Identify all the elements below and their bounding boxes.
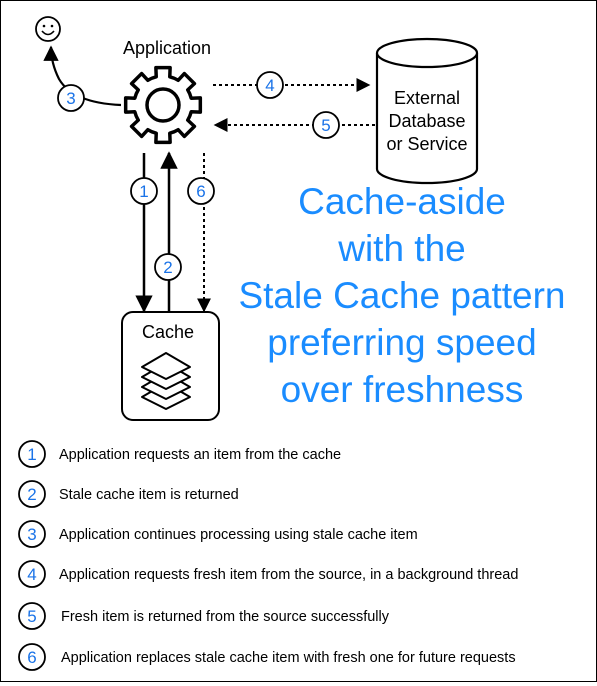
legend-number: 2 bbox=[27, 485, 37, 504]
title-line-3: Stale Cache pattern bbox=[238, 275, 566, 316]
legend bbox=[19, 441, 518, 670]
legend-item bbox=[19, 521, 418, 547]
title-line-2: with the bbox=[338, 228, 466, 269]
legend-text: Application continues processing using stale cache item bbox=[59, 527, 418, 543]
marker-6 bbox=[188, 178, 214, 204]
legend-item bbox=[19, 561, 518, 587]
external-database bbox=[377, 39, 477, 183]
legend-number: 1 bbox=[27, 445, 37, 464]
marker-5 bbox=[313, 112, 339, 138]
svg-text:2: 2 bbox=[163, 258, 173, 277]
legend-item bbox=[19, 441, 341, 467]
marker-4 bbox=[257, 72, 283, 98]
application-gear-icon bbox=[126, 68, 201, 143]
marker-1 bbox=[131, 178, 157, 204]
legend-text: Stale cache item is returned bbox=[59, 487, 239, 503]
legend-text: Application requests fresh item from the source, in a background thread bbox=[59, 567, 519, 583]
legend-number: 4 bbox=[27, 565, 37, 584]
diagram-canvas bbox=[1, 1, 596, 681]
legend-number: 5 bbox=[27, 607, 37, 626]
diagram-title bbox=[238, 181, 565, 410]
legend-number: 3 bbox=[27, 525, 37, 544]
marker-3 bbox=[58, 85, 84, 111]
database-label-line-3: or Service bbox=[386, 134, 468, 154]
legend-number: 6 bbox=[27, 648, 37, 667]
title-line-1: Cache-aside bbox=[298, 181, 506, 222]
legend-item bbox=[19, 644, 516, 670]
legend-text: Application requests an item from the cache bbox=[59, 447, 342, 463]
title-line-4: preferring speed bbox=[267, 322, 537, 363]
svg-text:4: 4 bbox=[265, 76, 275, 95]
application-label: Application bbox=[122, 38, 212, 58]
svg-text:1: 1 bbox=[139, 182, 149, 201]
database-label-line-2: Database bbox=[388, 111, 466, 131]
legend-item bbox=[19, 481, 239, 507]
cache-label: Cache bbox=[141, 322, 195, 342]
database-label-line-1: External bbox=[393, 88, 461, 108]
svg-text:6: 6 bbox=[196, 182, 206, 201]
legend-text: Fresh item is returned from the source successfully bbox=[61, 609, 389, 625]
marker-2 bbox=[155, 254, 181, 280]
legend-item bbox=[19, 603, 390, 629]
svg-text:3: 3 bbox=[66, 89, 76, 108]
cache-box bbox=[122, 312, 219, 420]
user-smiley-icon bbox=[36, 17, 60, 41]
title-line-5: over freshness bbox=[280, 369, 524, 410]
legend-text: Application replaces stale cache item with fresh one for future requests bbox=[61, 650, 516, 666]
svg-text:5: 5 bbox=[321, 116, 331, 135]
